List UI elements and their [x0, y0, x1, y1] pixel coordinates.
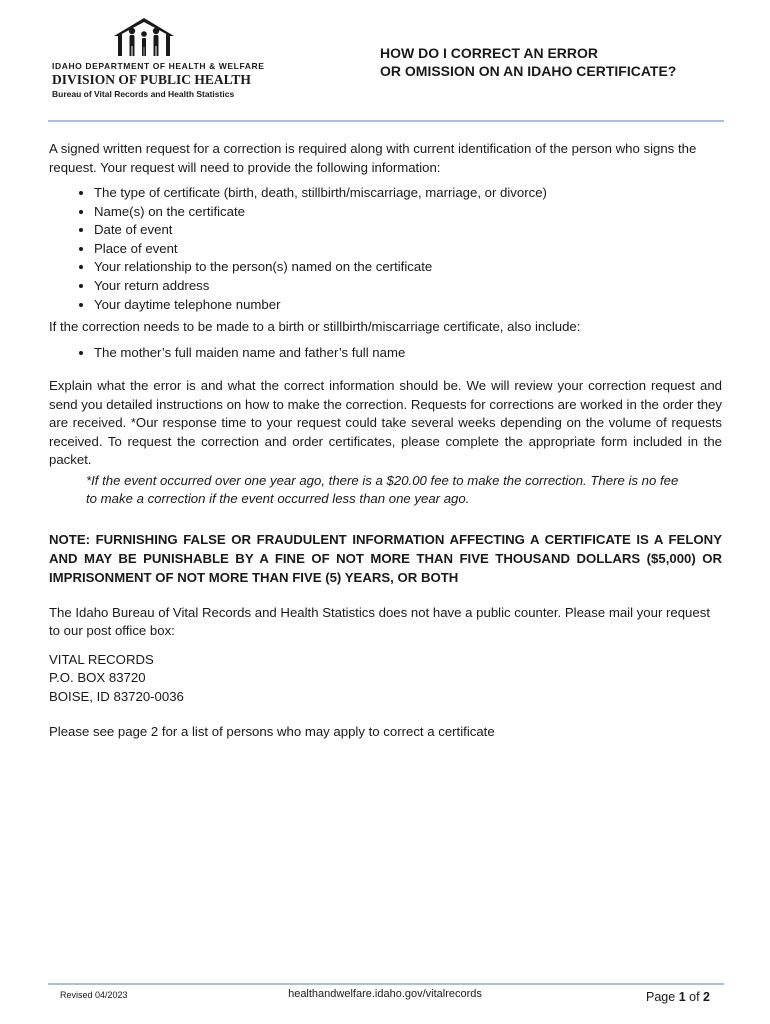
- mail-instructions: The Idaho Bureau of Vital Records and Health Statistics does not have a public counter. Please mail your request to our post office box:: [49, 604, 710, 639]
- birth-info-list: [49, 344, 722, 363]
- footer-url: healthandwelfare.idaho.gov/vitalrecords: [288, 988, 482, 1000]
- revision-date: Revised 04/2023: [60, 990, 128, 1000]
- page-title: [380, 44, 676, 80]
- footer-divider: [48, 983, 724, 985]
- agency-name: IDAHO DEPARTMENT OF HEALTH & WELFARE: [52, 61, 265, 71]
- explanation-paragraph: Explain what the error is and what the correct information should be. We will review your correction request and send you detailed instructions on how to make the correction. Requests for corrections are worked in the order they are received. *Our response time to your request could take several weeks depending on the volume of requests received. To request the correction and order certificates, please complete the appropriate form included in the packet.: [49, 378, 722, 468]
- page-total: 2: [703, 990, 710, 1004]
- list-item: • The type of certificate (birth, death, stillbirth/miscarriage, marriage, or divorce): [94, 184, 722, 203]
- page-current: 1: [678, 990, 686, 1004]
- address-line: VITAL RECORDS: [49, 651, 154, 667]
- header-divider: [48, 120, 724, 122]
- address-line: P.O. BOX 83720: [49, 670, 146, 686]
- page-number: [646, 990, 710, 1004]
- list-item: • Name(s) on the certificate: [94, 203, 722, 222]
- page-word: Page: [646, 990, 676, 1004]
- list-item: • Date of event: [94, 221, 722, 240]
- list-item: • Place of event: [94, 240, 722, 259]
- required-info-list: [49, 184, 722, 314]
- mailing-address: [49, 651, 722, 707]
- title-line-1: HOW DO I CORRECT AN ERROR: [380, 45, 599, 61]
- list-item: • Your return address: [94, 277, 722, 296]
- family-logo-icon: [110, 14, 178, 58]
- intro-paragraph: A signed written request for a correction is required along with current identification of the person who signs the request. Your request will need to provide the following information:: [49, 141, 697, 175]
- bureau-name: Bureau of Vital Records and Health Statistics: [52, 89, 235, 99]
- page-of: of: [689, 990, 700, 1004]
- list-item: • Your relationship to the person(s) named on the certificate: [94, 258, 722, 277]
- division-name: DIVISION OF PUBLIC HEALTH: [52, 72, 251, 87]
- legal-warning: NOTE: FURNISHING FALSE OR FRAUDULENT INFORMATION AFFECTING A CERTIFICATE IS A FELONY AND MAY BE PUNISHABLE BY A FINE OF NOT MORE THAN FIVE THOUSAND DOLLARS ($5,000) OR IMPRISONMENT OF NOT MORE THAN FIVE (5) YEARS, OR BOTH: [49, 531, 722, 585]
- closing-note: Please see page 2 for a list of persons who may apply to correct a certificate: [49, 724, 495, 740]
- list-item: • The mother’s full maiden name and father’s full name: [94, 344, 722, 363]
- agency-logo: [52, 14, 265, 99]
- list-item: • Your daytime telephone number: [94, 296, 722, 315]
- fee-note: *If the event occurred over one year ago, there is a $20.00 fee to make the correction. There is no fee to make a correction if the event occurred less than one year ago.: [86, 472, 679, 507]
- address-line: BOISE, ID 83720-0036: [49, 688, 184, 704]
- document-body: [49, 140, 722, 742]
- birth-certificate-intro: If the correction needs to be made to a birth or stillbirth/miscarriage certificate, also include:: [49, 319, 581, 335]
- title-line-2: OR OMISSION ON AN IDAHO CERTIFICATE?: [380, 63, 677, 79]
